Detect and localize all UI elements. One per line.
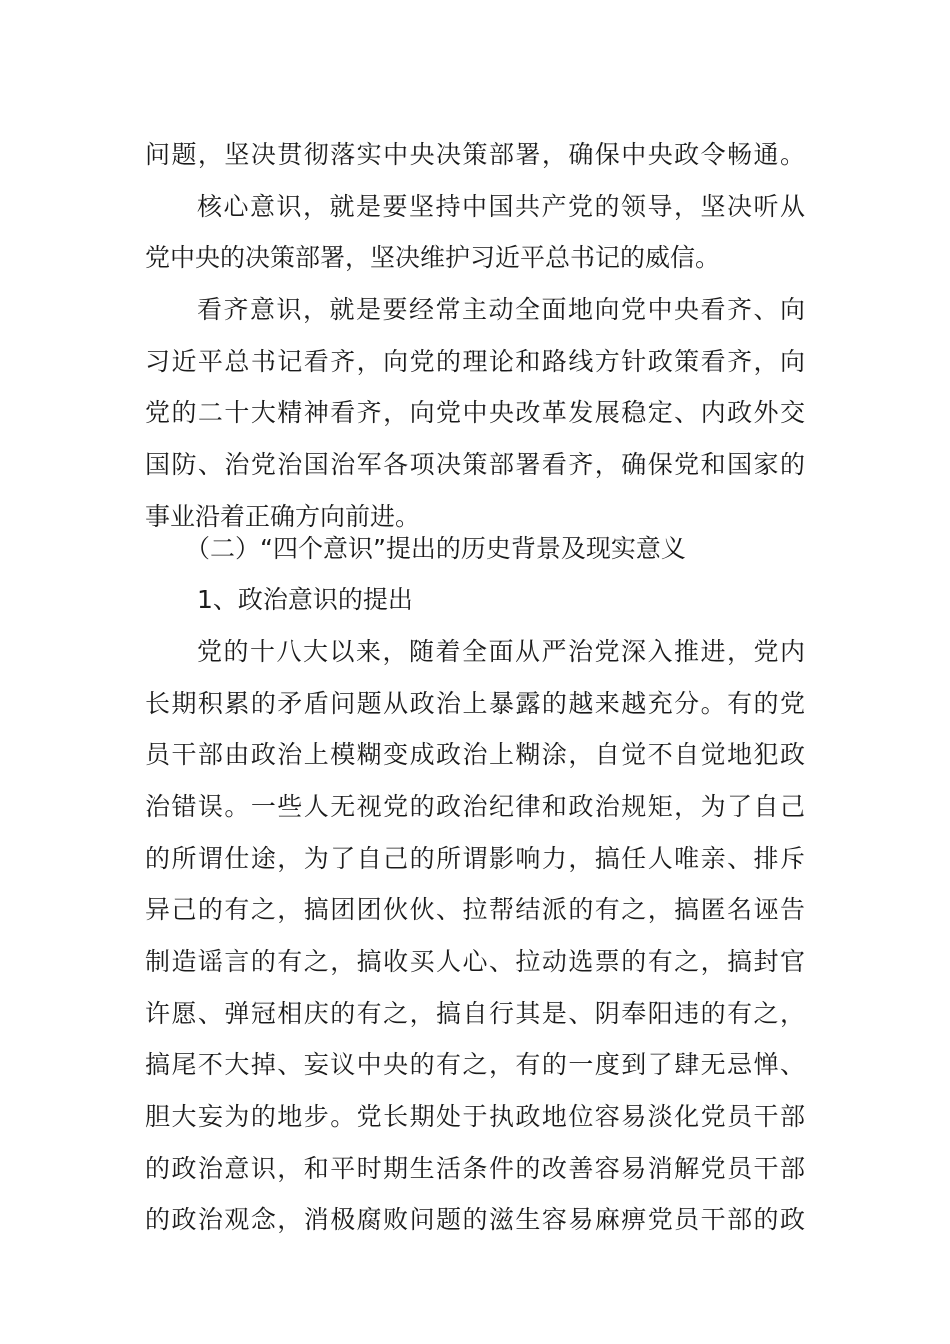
text-line: 的政治观念，消极腐败问题的滋生容易麻痹党员干部的政 — [145, 1205, 805, 1234]
section-heading: （二）“四个意识”提出的历史背景及现实意义 — [185, 534, 686, 563]
text-line: 事业沿着正确方向前进。 — [145, 502, 421, 531]
text-line: 制造谣言的有之，搞收买人心、拉动选票的有之，搞封官 — [145, 947, 805, 976]
subsection-heading: 1、政治意识的提出 — [197, 585, 413, 614]
text-line: 长期积累的矛盾问题从政治上暴露的越来越充分。有的党 — [145, 689, 805, 718]
text-line: 员干部由政治上模糊变成政治上糊涂，自觉不自觉地犯政 — [145, 740, 805, 769]
text-line: 国防、治党治国治军各项决策部署看齐，确保党和国家的 — [145, 450, 805, 479]
text-line: 问题，坚决贯彻落实中央决策部署，确保中央政令畅通。 — [145, 140, 805, 169]
text-line: 的所谓仕途，为了自己的所谓影响力，搞任人唯亲、排斥 — [145, 844, 805, 873]
paragraph-core-awareness: 核心意识，就是要坚持中国共产党的领导，坚决听从 — [197, 192, 805, 221]
text-line: 的政治意识，和平时期生活条件的改善容易消解党员干部 — [145, 1154, 805, 1183]
text-line: 治错误。一些人无视党的政治纪律和政治规矩，为了自己 — [145, 792, 805, 821]
text-line: 异己的有之，搞团团伙伙、拉帮结派的有之，搞匿名诬告 — [145, 895, 805, 924]
text-line: 党中央的决策部署，坚决维护习近平总书记的威信。 — [145, 243, 721, 272]
text-line: 搞尾不大掉、妄议中央的有之，有的一度到了肆无忌惮、 — [145, 1050, 805, 1079]
paragraph-political-awareness: 党的十八大以来，随着全面从严治党深入推进，党内 — [197, 637, 805, 666]
text-line: 党的二十大精神看齐，向党中央改革发展稳定、内政外交 — [145, 398, 805, 427]
paragraph-alignment-awareness: 看齐意识，就是要经常主动全面地向党中央看齐、向 — [197, 295, 805, 324]
text-line: 胆大妄为的地步。党长期处于执政地位容易淡化党员干部 — [145, 1102, 805, 1131]
text-line: 习近平总书记看齐，向党的理论和路线方针政策看齐，向 — [145, 347, 805, 376]
text-line: 许愿、弹冠相庆的有之，搞自行其是、阴奉阳违的有之， — [145, 999, 805, 1028]
